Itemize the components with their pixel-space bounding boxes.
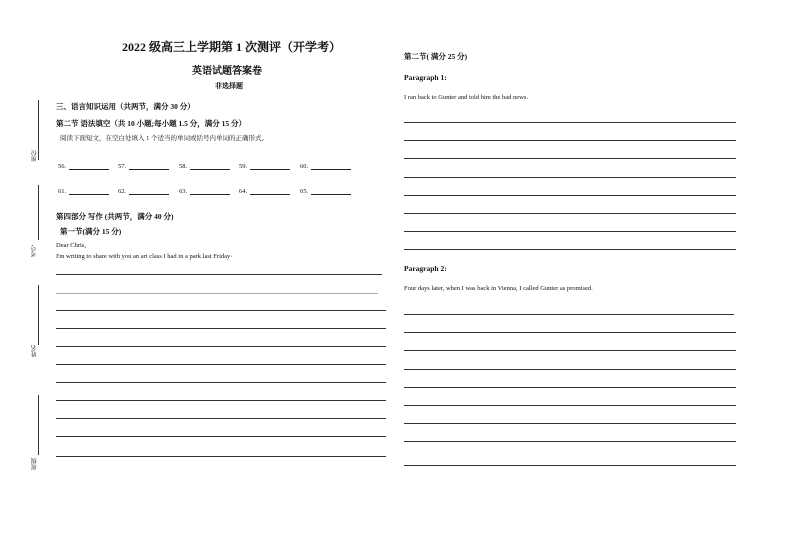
letter-first-line: I'm writing to share with you an art class I had in a park last Friday· (56, 253, 233, 260)
answer-line (250, 162, 290, 170)
writing-line[interactable] (404, 122, 736, 123)
answer-blank-65[interactable] (300, 187, 351, 195)
section4-title: 第四部分 写作 (共两节，满分 40 分) (56, 212, 174, 221)
writing-line[interactable] (56, 310, 386, 311)
writing-line[interactable] (404, 350, 736, 351)
writing-line[interactable] (56, 382, 386, 383)
writing-line[interactable] (404, 231, 736, 232)
answer-line (129, 162, 169, 170)
answer-number: 61. (58, 188, 67, 195)
paragraph1-start: I ran back to Gunter and told him the bad news. (404, 94, 529, 101)
paragraph1-label: Paragraph 1: (404, 73, 447, 82)
answer-number: 60. (300, 163, 309, 170)
writing-line[interactable] (404, 158, 736, 159)
writing-line[interactable] (56, 400, 386, 401)
writing-line[interactable] (56, 274, 382, 275)
writing-line[interactable] (404, 423, 736, 424)
page-note: 非选择题 (215, 82, 243, 90)
answer-line (250, 187, 290, 195)
answer-number: 59. (239, 163, 248, 170)
writing-line[interactable] (56, 328, 386, 329)
section3-instruction: 阅读下面短文，在空白处填入 1 个适当的单词或括号内单词的正确形式。 (60, 135, 268, 142)
answer-line (311, 187, 351, 195)
answer-number: 56. (58, 163, 67, 170)
writing-line[interactable] (404, 177, 736, 178)
binding-line-3 (38, 285, 39, 345)
answer-blank-61[interactable] (58, 187, 109, 195)
answer-blank-59[interactable] (239, 162, 290, 170)
answer-number: 57. (118, 163, 127, 170)
answer-number: 63. (179, 188, 188, 195)
writing-line[interactable] (404, 195, 736, 196)
answer-line (129, 187, 169, 195)
writing-line[interactable] (56, 346, 386, 347)
answer-line (190, 162, 230, 170)
paragraph2-label: Paragraph 2: (404, 264, 447, 273)
section3-part2: 第二节 语法填空（共 10 小题;每小题 1.5 分，满分 15 分） (56, 119, 246, 128)
writing-line[interactable] (56, 456, 386, 457)
answer-number: 65. (300, 188, 309, 195)
writing-line[interactable] (56, 418, 386, 419)
answer-line (190, 187, 230, 195)
binding-label-name: 姓名 (32, 345, 38, 357)
binding-label-exam-no: 考号 (32, 245, 38, 257)
answer-line (311, 162, 351, 170)
page-subtitle: 英语试题答案卷 (192, 66, 262, 77)
answer-blank-56[interactable] (58, 162, 109, 170)
writing-line[interactable] (404, 387, 736, 388)
right-section-title: 第二节( 满分 25 分) (404, 52, 468, 61)
answer-blank-62[interactable] (118, 187, 169, 195)
letter-greeting: Dear Chris, (56, 242, 86, 249)
writing-line[interactable] (404, 369, 736, 370)
writing-line[interactable] (404, 140, 736, 141)
answer-blank-63[interactable] (179, 187, 230, 195)
answer-line (69, 187, 109, 195)
answer-blank-58[interactable] (179, 162, 230, 170)
writing-line[interactable] (404, 465, 736, 466)
answer-line (69, 162, 109, 170)
writing-line[interactable] (404, 249, 736, 250)
binding-line-2 (38, 185, 39, 240)
writing-line[interactable] (404, 314, 734, 315)
answer-number: 62. (118, 188, 127, 195)
binding-label-seat: 座位 (32, 150, 38, 162)
binding-label-class: 班级 (32, 458, 38, 470)
paragraph2-start: Four days later, when I was back in Vienna, I called Gunter as promised. (404, 285, 593, 292)
section4-part1: 第一节(满分 15 分) (60, 227, 122, 236)
page-title: 2022 级高三上学期第 1 次测评（开学考） (122, 40, 342, 54)
writing-line[interactable] (404, 405, 736, 406)
writing-line[interactable] (404, 213, 736, 214)
answer-blank-64[interactable] (239, 187, 290, 195)
writing-line[interactable] (56, 293, 378, 294)
writing-line[interactable] (404, 332, 736, 333)
writing-line[interactable] (404, 441, 736, 442)
writing-line[interactable] (56, 364, 386, 365)
answer-blank-57[interactable] (118, 162, 169, 170)
answer-blank-60[interactable] (300, 162, 351, 170)
section3-title: 三、语言知识运用（共两节，满分 30 分） (56, 102, 195, 111)
answer-number: 64. (239, 188, 248, 195)
writing-line[interactable] (56, 436, 386, 437)
answer-number: 58. (179, 163, 188, 170)
binding-line-4 (38, 395, 39, 455)
